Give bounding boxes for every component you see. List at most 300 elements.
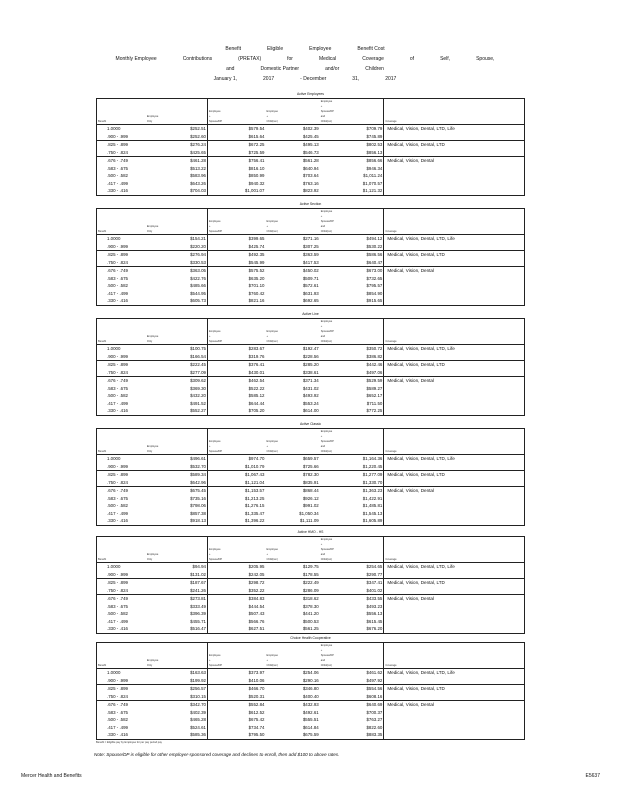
employee-children-cell: $991.02 xyxy=(302,503,319,508)
column-header-word: Employee xyxy=(146,445,159,448)
title-word: Employee xyxy=(309,46,332,52)
title-word: (PRETAX) xyxy=(238,56,262,62)
column-header-word: Employee xyxy=(266,548,278,551)
plan-section xyxy=(96,90,525,196)
employee-family-cell: $1,330.70 xyxy=(320,479,384,487)
employee-children-cell: $493.92 xyxy=(302,393,319,398)
coverage-cell: Medical, Vision, Dental xyxy=(384,595,525,603)
employee-family-cell: $290.77 xyxy=(320,571,384,579)
table-row xyxy=(97,267,525,275)
employee-spouse-cell: $821.16 xyxy=(248,298,265,303)
employee-children-cell: $222.49 xyxy=(265,579,319,587)
title-word: Spouse, xyxy=(476,56,495,62)
contribution-table xyxy=(96,318,525,416)
employee-family-cell: $795.57 xyxy=(320,282,384,290)
column-header-word: Child(ren) xyxy=(266,664,278,667)
table-row xyxy=(97,563,525,571)
employee-children-cell: $500.53 xyxy=(302,618,319,624)
column-header-word: Employee xyxy=(146,335,159,338)
benefit-fte-cell: .825 - .899 xyxy=(97,579,146,587)
title-word: Benefit Cost xyxy=(357,46,385,52)
employee-only-cell: $589.34 xyxy=(146,471,208,479)
employee-children-cell: $363.59 xyxy=(265,251,319,259)
coverage-cell xyxy=(384,407,525,415)
column-header-word: Employee xyxy=(266,330,278,333)
column-header-word: Employee xyxy=(208,220,221,223)
benefit-fte-cell: .825 - .899 xyxy=(97,141,146,149)
benefit-fte-cell: .750 - .824 xyxy=(107,693,128,699)
column-header-word: Only xyxy=(146,664,153,667)
plan-section xyxy=(96,200,525,306)
table-row xyxy=(97,353,525,361)
employee-family-cell: $1,277.09 xyxy=(320,471,384,479)
column-header-c1: Benefit xyxy=(98,340,107,343)
employee-children-cell: $338.61 xyxy=(302,369,319,375)
table-row xyxy=(97,400,525,408)
employee-spouse-cell: $462.54 xyxy=(207,377,265,385)
employee-children-cell: $555.51 xyxy=(302,717,319,722)
benefit-fte-cell: .583 - .675 xyxy=(107,603,128,609)
column-header-word: Employee xyxy=(320,538,333,541)
employee-family-cell: $1,121.32 xyxy=(320,187,384,195)
employee-spouse-cell: $492.35 xyxy=(207,251,265,259)
coverage-cell xyxy=(384,290,525,298)
employee-children-cell: $431.02 xyxy=(302,385,319,391)
employee-family-cell: $254.65 xyxy=(320,563,384,571)
column-header-word: Child(ren) xyxy=(266,230,278,233)
title-word: Contributions xyxy=(182,56,213,62)
coverage-cell xyxy=(384,479,525,487)
column-header-word: Child(ren) xyxy=(266,558,278,561)
employee-children-cell: $614.00 xyxy=(302,408,319,413)
column-header-word: Child(ren) xyxy=(266,450,278,453)
employee-only-cell: $310.15 xyxy=(146,693,208,701)
employee-family-cell: $497.06 xyxy=(320,369,384,377)
employee-children-cell: $318.62 xyxy=(265,595,319,603)
employee-children-cell: $129.75 xyxy=(265,563,319,571)
coverage-cell xyxy=(384,502,525,510)
plan-section xyxy=(96,634,525,740)
coverage-cell: Medical, Vision, Dental, LTD xyxy=(384,361,525,369)
column-header-word: Employee xyxy=(320,430,333,433)
employee-spouse-cell: $566.76 xyxy=(248,618,265,624)
employee-spouse-cell: $520.31 xyxy=(248,693,265,699)
employee-children-cell: $450.02 xyxy=(265,267,319,275)
column-header-word: + xyxy=(320,543,323,546)
employee-children-cell: $631.93 xyxy=(302,290,319,296)
employee-children-cell: $823.92 xyxy=(302,188,319,193)
employee-only-cell: $273.81 xyxy=(146,595,208,603)
employee-only-cell: $491.52 xyxy=(146,400,208,408)
column-header-word: + xyxy=(208,335,211,338)
employee-spouse-cell: $399.65 xyxy=(207,235,265,243)
title-word: - December xyxy=(300,76,327,82)
table-row xyxy=(97,495,525,503)
employee-children-cell: $441.20 xyxy=(302,611,319,616)
table-row xyxy=(97,187,525,195)
table-row xyxy=(97,595,525,603)
employee-only-cell: $252.51 xyxy=(146,125,208,133)
table-row xyxy=(97,407,525,415)
coverage-cell xyxy=(384,297,525,305)
employee-family-cell: $883.35 xyxy=(320,731,384,739)
column-header-word: + xyxy=(208,115,211,118)
coverage-cell xyxy=(384,731,525,739)
coverage-cell: Medical, Vision, Dental xyxy=(384,157,525,165)
employee-only-cell: $277.09 xyxy=(146,369,208,377)
column-header-word: + xyxy=(320,215,323,218)
title-word: for xyxy=(287,56,293,62)
employee-children-cell: $546.73 xyxy=(302,149,319,155)
employee-children-cell: $254.06 xyxy=(265,669,319,677)
coverage-cell xyxy=(384,517,525,525)
benefit-fte-cell: .825 - .899 xyxy=(97,471,146,479)
employee-children-cell: $178.55 xyxy=(302,571,319,577)
coverage-cell xyxy=(384,392,525,400)
benefit-fte-cell: .900 - .999 xyxy=(107,463,128,469)
table-row xyxy=(97,385,525,393)
employee-family-cell: $745.89 xyxy=(320,133,384,141)
employee-spouse-cell: $1,396.22 xyxy=(244,518,265,523)
employee-only-cell: $396.39 xyxy=(146,610,208,618)
employee-spouse-cell: $850.99 xyxy=(248,173,265,178)
employee-spouse-cell: $1,213.25 xyxy=(244,495,265,501)
column-header-word: Employee xyxy=(266,110,278,113)
employee-family-cell: $640.47 xyxy=(320,259,384,267)
employee-only-cell: $465.28 xyxy=(146,716,208,724)
employee-spouse-cell: $974.70 xyxy=(207,455,265,463)
table-row xyxy=(97,677,525,685)
coverage-cell xyxy=(384,610,525,618)
benefit-fte-cell: .676 - .749 xyxy=(97,595,146,603)
employee-family-cell: $640.69 xyxy=(320,701,384,709)
coverage-cell xyxy=(384,165,525,173)
table-header-row xyxy=(97,429,525,455)
coverage-cell: Medical, Vision, Dental, LTD xyxy=(384,141,525,149)
benefit-fte-cell: .900 - .999 xyxy=(107,243,128,249)
benefit-fte-cell: .583 - .675 xyxy=(107,385,128,391)
employee-spouse-cell: $612.52 xyxy=(248,709,265,715)
benefit-fte-cell: .500 - .582 xyxy=(107,611,128,616)
employee-children-cell: $640.94 xyxy=(302,165,319,171)
column-header-c4 xyxy=(265,99,319,125)
employee-family-cell: $494.12 xyxy=(320,235,384,243)
coverage-cell xyxy=(384,133,525,141)
coverage-cell xyxy=(384,587,525,595)
benefit-fte-cell: .825 - .899 xyxy=(97,685,146,693)
table-row xyxy=(97,251,525,259)
table-row xyxy=(97,455,525,463)
benefit-fte-cell: 1.0000 xyxy=(97,235,146,243)
benefit-fte-cell: .750 - .824 xyxy=(107,369,128,375)
coverage-cell xyxy=(384,603,525,611)
table-row xyxy=(97,579,525,587)
coverage-cell xyxy=(384,724,525,732)
employee-spouse-cell: $376.41 xyxy=(207,361,265,369)
employee-family-cell: $676.20 xyxy=(320,625,384,633)
table-row xyxy=(97,669,525,677)
coverage-cell xyxy=(384,275,525,283)
employee-children-cell: $228.56 xyxy=(302,353,319,359)
employee-spouse-cell: $1,067.43 xyxy=(207,471,265,479)
employee-family-cell: $822.60 xyxy=(320,724,384,732)
benefit-fte-cell: .583 - .675 xyxy=(107,709,128,715)
employee-spouse-cell: $575.52 xyxy=(207,267,265,275)
table-row xyxy=(97,517,525,525)
employee-spouse-cell: $444.54 xyxy=(248,603,265,609)
benefit-fte-cell: .417 - .499 xyxy=(107,180,128,186)
benefit-fte-cell: .417 - .499 xyxy=(107,618,128,624)
table-row xyxy=(97,165,525,173)
column-header-word: + xyxy=(208,445,211,448)
employee-children-cell: $378.30 xyxy=(302,603,319,609)
coverage-cell xyxy=(384,259,525,267)
employee-only-cell: $605.73 xyxy=(146,297,208,305)
coverage-cell xyxy=(384,180,525,188)
employee-only-cell: $704.03 xyxy=(146,187,208,195)
footnote-definition: Benefit = Eligible pay by Employee for per pay period pay xyxy=(96,741,162,744)
table-row xyxy=(97,297,525,305)
column-header-word: Employee xyxy=(146,225,159,228)
table-row xyxy=(97,716,525,724)
table-row xyxy=(97,731,525,739)
employee-only-cell: $485.66 xyxy=(146,282,208,290)
employee-spouse-cell: $319.76 xyxy=(248,353,265,359)
benefit-fte-cell: .676 - .749 xyxy=(97,701,146,709)
benefit-fte-cell: 1.0000 xyxy=(97,345,146,353)
column-header-word: Spouse/DP xyxy=(320,110,334,113)
plan-section-title: Active Employees xyxy=(297,92,324,96)
coverage-cell: Medical, Vision, Dental, LTD, Life xyxy=(384,455,525,463)
benefit-fte-cell: .500 - .582 xyxy=(107,717,128,722)
employee-spouse-cell: $1,121.04 xyxy=(244,479,265,485)
employee-family-cell: $615.45 xyxy=(320,618,384,626)
contribution-table xyxy=(96,98,525,196)
employee-only-cell: $187.67 xyxy=(146,579,208,587)
column-header-c4 xyxy=(265,319,319,345)
column-header-word: Employee xyxy=(266,440,278,443)
employee-children-cell: $192.47 xyxy=(265,345,319,353)
employee-only-cell: $425.65 xyxy=(146,149,208,157)
employee-family-cell: $652.17 xyxy=(320,392,384,400)
employee-family-cell: $586.56 xyxy=(320,251,384,259)
column-header-word: Spouse/DP xyxy=(320,654,334,657)
table-row xyxy=(97,157,525,165)
column-header-word: + xyxy=(320,105,323,108)
benefit-fte-cell: .900 - .999 xyxy=(107,353,128,359)
table-row xyxy=(97,180,525,188)
employee-family-cell: $433.55 xyxy=(320,595,384,603)
column-header-word: Employee xyxy=(146,553,159,556)
column-header-word: + xyxy=(320,435,323,438)
coverage-cell xyxy=(384,149,525,157)
title-word: Self, xyxy=(440,56,451,62)
employee-spouse-cell: $756.41 xyxy=(207,157,265,165)
footer-code: E5637 xyxy=(585,773,600,779)
column-header-word: Employee xyxy=(208,548,221,551)
column-header-c2 xyxy=(146,99,208,125)
employee-only-cell: $241.26 xyxy=(146,587,208,595)
column-header-word: Employee xyxy=(208,110,221,113)
benefit-fte-cell: .825 - .899 xyxy=(97,361,146,369)
benefit-fte-cell: .583 - .675 xyxy=(107,495,128,501)
plan-section xyxy=(96,420,525,526)
table-row xyxy=(97,463,525,471)
table-row xyxy=(97,502,525,510)
column-header-word: + xyxy=(266,115,268,118)
coverage-cell xyxy=(384,243,525,251)
employee-family-cell: $856.66 xyxy=(320,157,384,165)
coverage-cell: Medical, Vision, Dental xyxy=(384,267,525,275)
column-header-word: + xyxy=(208,553,211,556)
contribution-table xyxy=(96,536,525,634)
employee-spouse-cell: $816.10 xyxy=(248,165,265,171)
employee-only-cell: $163.63 xyxy=(146,669,208,677)
column-header-c5 xyxy=(320,319,384,345)
employee-spouse-cell: $940.32 xyxy=(248,180,265,186)
benefit-fte-cell: .417 - .499 xyxy=(107,724,128,730)
employee-spouse-cell: $1,001.07 xyxy=(244,188,265,193)
benefit-fte-cell: .417 - .499 xyxy=(107,510,128,516)
employee-children-cell: $371.34 xyxy=(265,377,319,385)
employee-only-cell: $131.02 xyxy=(146,571,208,579)
benefit-fte-cell: .676 - .749 xyxy=(97,487,146,495)
employee-children-cell: $290.16 xyxy=(302,677,319,683)
employee-spouse-cell: $1,276.15 xyxy=(244,503,265,508)
employee-children-cell: $509.71 xyxy=(302,275,319,281)
employee-only-cell: $422.76 xyxy=(146,275,208,283)
column-header-word: Employee xyxy=(266,220,278,223)
employee-only-cell: $220.20 xyxy=(146,243,208,251)
column-header-word: Only xyxy=(146,558,153,561)
title-word: Coverage xyxy=(362,56,384,62)
table-row xyxy=(97,587,525,595)
employee-children-cell: $572.61 xyxy=(302,283,319,288)
employee-only-cell: $199.92 xyxy=(146,677,208,685)
coverage-cell: Medical, Vision, Dental, LTD, Life xyxy=(384,235,525,243)
column-header-word: Spouse/DP xyxy=(208,120,223,123)
coverage-cell: Medical, Vision, Dental, LTD, Life xyxy=(384,563,525,571)
column-header-word: Spouse/DP xyxy=(320,330,334,333)
table-header-row xyxy=(97,319,525,345)
coverage-cell xyxy=(384,625,525,633)
employee-children-cell: $614.84 xyxy=(302,724,319,730)
employee-only-cell: $166.54 xyxy=(146,353,208,361)
column-header-word: Employee xyxy=(146,659,159,662)
employee-spouse-cell: $466.70 xyxy=(207,685,265,693)
coverage-cell xyxy=(384,693,525,701)
employee-spouse-cell: $283.67 xyxy=(207,345,265,353)
employee-only-cell: $363.05 xyxy=(146,267,208,275)
table-header-row xyxy=(97,537,525,563)
title-line-2 xyxy=(90,54,520,64)
employee-only-cell: $94.94 xyxy=(146,563,208,571)
employee-only-cell: $496.61 xyxy=(146,455,208,463)
benefit-fte-cell: .583 - .675 xyxy=(107,275,128,281)
column-header-c5 xyxy=(320,209,384,235)
employee-only-cell: $544.95 xyxy=(146,290,208,298)
coverage-cell xyxy=(384,618,525,626)
benefit-fte-cell: .330 - .416 xyxy=(107,626,128,631)
employee-children-cell: $402.39 xyxy=(265,125,319,133)
employee-children-cell: $561.28 xyxy=(265,157,319,165)
column-header-c3 xyxy=(207,209,265,235)
column-header-c3 xyxy=(207,429,265,455)
employee-family-cell: $1,220.45 xyxy=(320,463,384,471)
employee-family-cell: $1,164.36 xyxy=(320,455,384,463)
employee-spouse-cell: $373.97 xyxy=(207,669,265,677)
document-title xyxy=(90,44,520,84)
coverage-cell xyxy=(384,187,525,195)
coverage-cell: Medical, Vision, Dental, LTD, Life xyxy=(384,125,525,133)
benefit-fte-cell: .330 - .416 xyxy=(107,408,128,413)
employee-family-cell: $673.00 xyxy=(320,267,384,275)
column-header-c3 xyxy=(207,537,265,563)
plan-section-title: Active HMO - HS xyxy=(297,530,324,534)
coverage-cell xyxy=(384,510,525,518)
employee-family-cell: $493.23 xyxy=(320,603,384,611)
title-word: Domestic Partner xyxy=(260,66,300,72)
coverage-cell: Medical, Vision, Dental xyxy=(384,377,525,385)
coverage-cell xyxy=(384,369,525,377)
benefit-fte-cell: .900 - .999 xyxy=(107,677,128,683)
employee-family-cell: $1,605.89 xyxy=(320,517,384,525)
column-header-word: Employee xyxy=(320,100,333,103)
employee-only-cell: $252.60 xyxy=(146,133,208,141)
plan-section xyxy=(96,310,525,416)
plan-section-title: Active Section xyxy=(299,202,322,206)
coverage-cell xyxy=(384,385,525,393)
employee-family-cell: $915.65 xyxy=(320,297,384,305)
table-header-row xyxy=(97,643,525,669)
table-row xyxy=(97,259,525,267)
contribution-table xyxy=(96,428,525,526)
employee-spouse-cell: $352.22 xyxy=(248,587,265,593)
column-header-word: Spouse/DP xyxy=(208,664,223,667)
employee-family-cell: $386.82 xyxy=(320,353,384,361)
table-row xyxy=(97,149,525,157)
benefit-fte-cell: .500 - .582 xyxy=(107,503,128,508)
column-header-word: Spouse/DP xyxy=(208,450,223,453)
table-row xyxy=(97,377,525,385)
employee-spouse-cell: $701.10 xyxy=(248,283,265,288)
title-line-4 xyxy=(90,74,520,84)
title-word: 31, xyxy=(352,76,360,82)
benefit-fte-cell: .330 - .416 xyxy=(107,732,128,737)
employee-only-cell: $642.96 xyxy=(146,479,208,487)
employee-family-cell: $497.92 xyxy=(320,677,384,685)
employee-spouse-cell: $795.50 xyxy=(248,732,265,737)
coverage-cell: Medical, Vision, Dental, LTD xyxy=(384,579,525,587)
employee-children-cell: $763.16 xyxy=(302,180,319,186)
employee-spouse-cell: $545.99 xyxy=(248,259,265,265)
employee-spouse-cell: $522.22 xyxy=(248,385,265,391)
employee-spouse-cell: $242.05 xyxy=(248,571,265,577)
coverage-cell: Medical, Vision, Dental xyxy=(384,487,525,495)
title-word: 2017 xyxy=(385,76,397,82)
table-row xyxy=(97,471,525,479)
plan-section-title: Choice Health Cooperative xyxy=(290,636,331,640)
employee-spouse-cell: $734.74 xyxy=(248,724,265,730)
employee-children-cell: $495.13 xyxy=(265,141,319,149)
column-header-c2 xyxy=(146,537,208,563)
employee-spouse-cell: $410.06 xyxy=(248,677,265,683)
table-row xyxy=(97,290,525,298)
employee-family-cell: $700.37 xyxy=(320,709,384,717)
employee-only-cell: $154.21 xyxy=(146,235,208,243)
benefit-fte-cell: 1.0000 xyxy=(97,125,146,133)
column-header-word: and xyxy=(320,115,326,118)
